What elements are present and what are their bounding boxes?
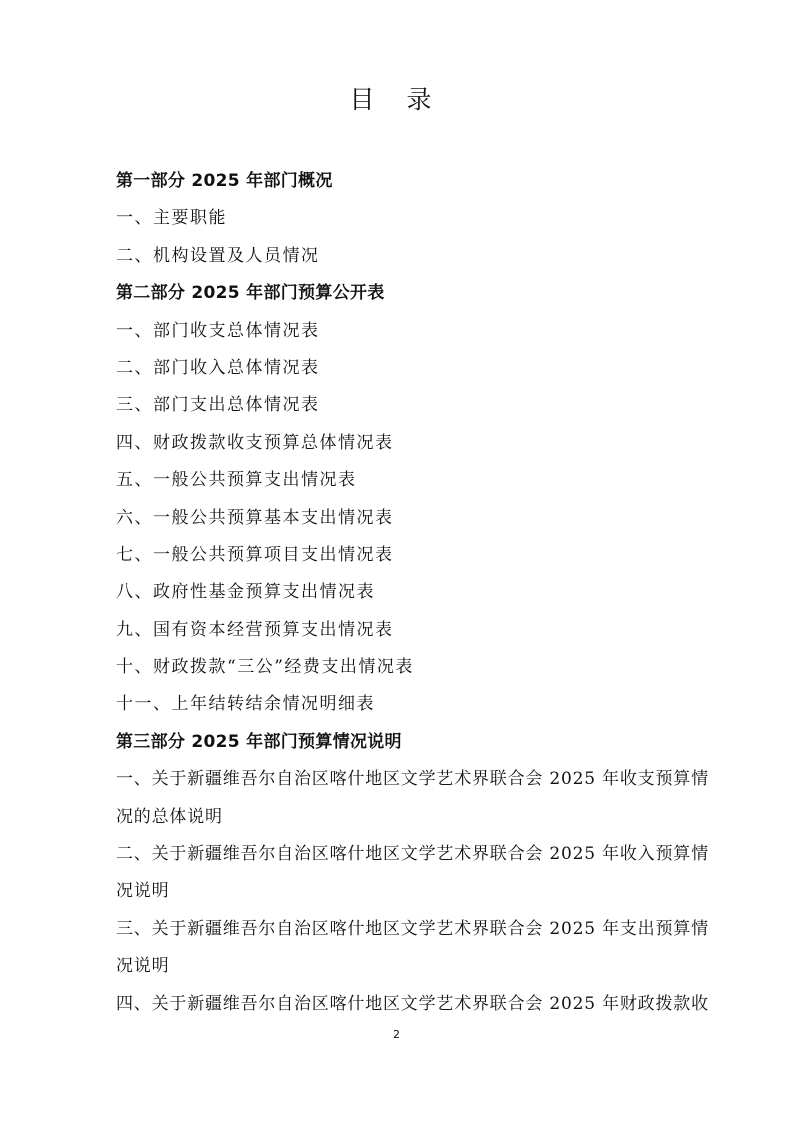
page-title: 目 录	[349, 85, 444, 114]
toc-paragraph-line: 三、关于新疆维吾尔自治区喀什地区文学艺术界联合会 2025 年支出预算情	[116, 918, 709, 939]
page-number: 2	[393, 1028, 400, 1041]
toc-item: 五、一般公共预算支出情况表	[116, 470, 357, 491]
toc-item: 三、部门支出总体情况表	[116, 395, 320, 416]
toc-paragraph-line: 四、关于新疆维吾尔自治区喀什地区文学艺术界联合会 2025 年财政拨款收	[116, 993, 709, 1014]
toc-paragraph-line: 二、关于新疆维吾尔自治区喀什地区文学艺术界联合会 2025 年收入预算情	[116, 844, 709, 865]
toc-item: 九、国有资本经营预算支出情况表	[116, 619, 394, 640]
toc-item: 一、主要职能	[116, 208, 227, 229]
toc-item: 二、部门收入总体情况表	[116, 357, 320, 378]
toc-item: 一、部门收支总体情况表	[116, 320, 320, 341]
toc-paragraph-continuation: 况说明	[116, 881, 170, 902]
toc-paragraph-continuation: 况的总体说明	[116, 806, 223, 827]
toc-paragraph-line: 一、关于新疆维吾尔自治区喀什地区文学艺术界联合会 2025 年收支预算情	[116, 769, 709, 790]
toc-paragraph-continuation: 况说明	[116, 956, 170, 977]
toc-item: 八、政府性基金预算支出情况表	[116, 582, 375, 603]
toc-item: 七、一般公共预算项目支出情况表	[116, 544, 394, 565]
part1-heading: 第一部分 2025 年部门概况	[116, 171, 333, 191]
part2-heading: 第二部分 2025 年部门预算公开表	[116, 283, 385, 304]
toc-item: 六、一般公共预算基本支出情况表	[116, 507, 394, 528]
toc-item: 十、财政拨款“三公”经费支出情况表	[116, 657, 414, 678]
toc-item: 十一、上年结转结余情况明细表	[116, 694, 375, 715]
toc-item: 二、机构设置及人员情况	[116, 245, 320, 266]
toc-item: 四、财政拨款收支预算总体情况表	[116, 432, 394, 453]
part3-heading: 第三部分 2025 年部门预算情况说明	[116, 731, 402, 752]
table-of-contents	[116, 163, 716, 1023]
